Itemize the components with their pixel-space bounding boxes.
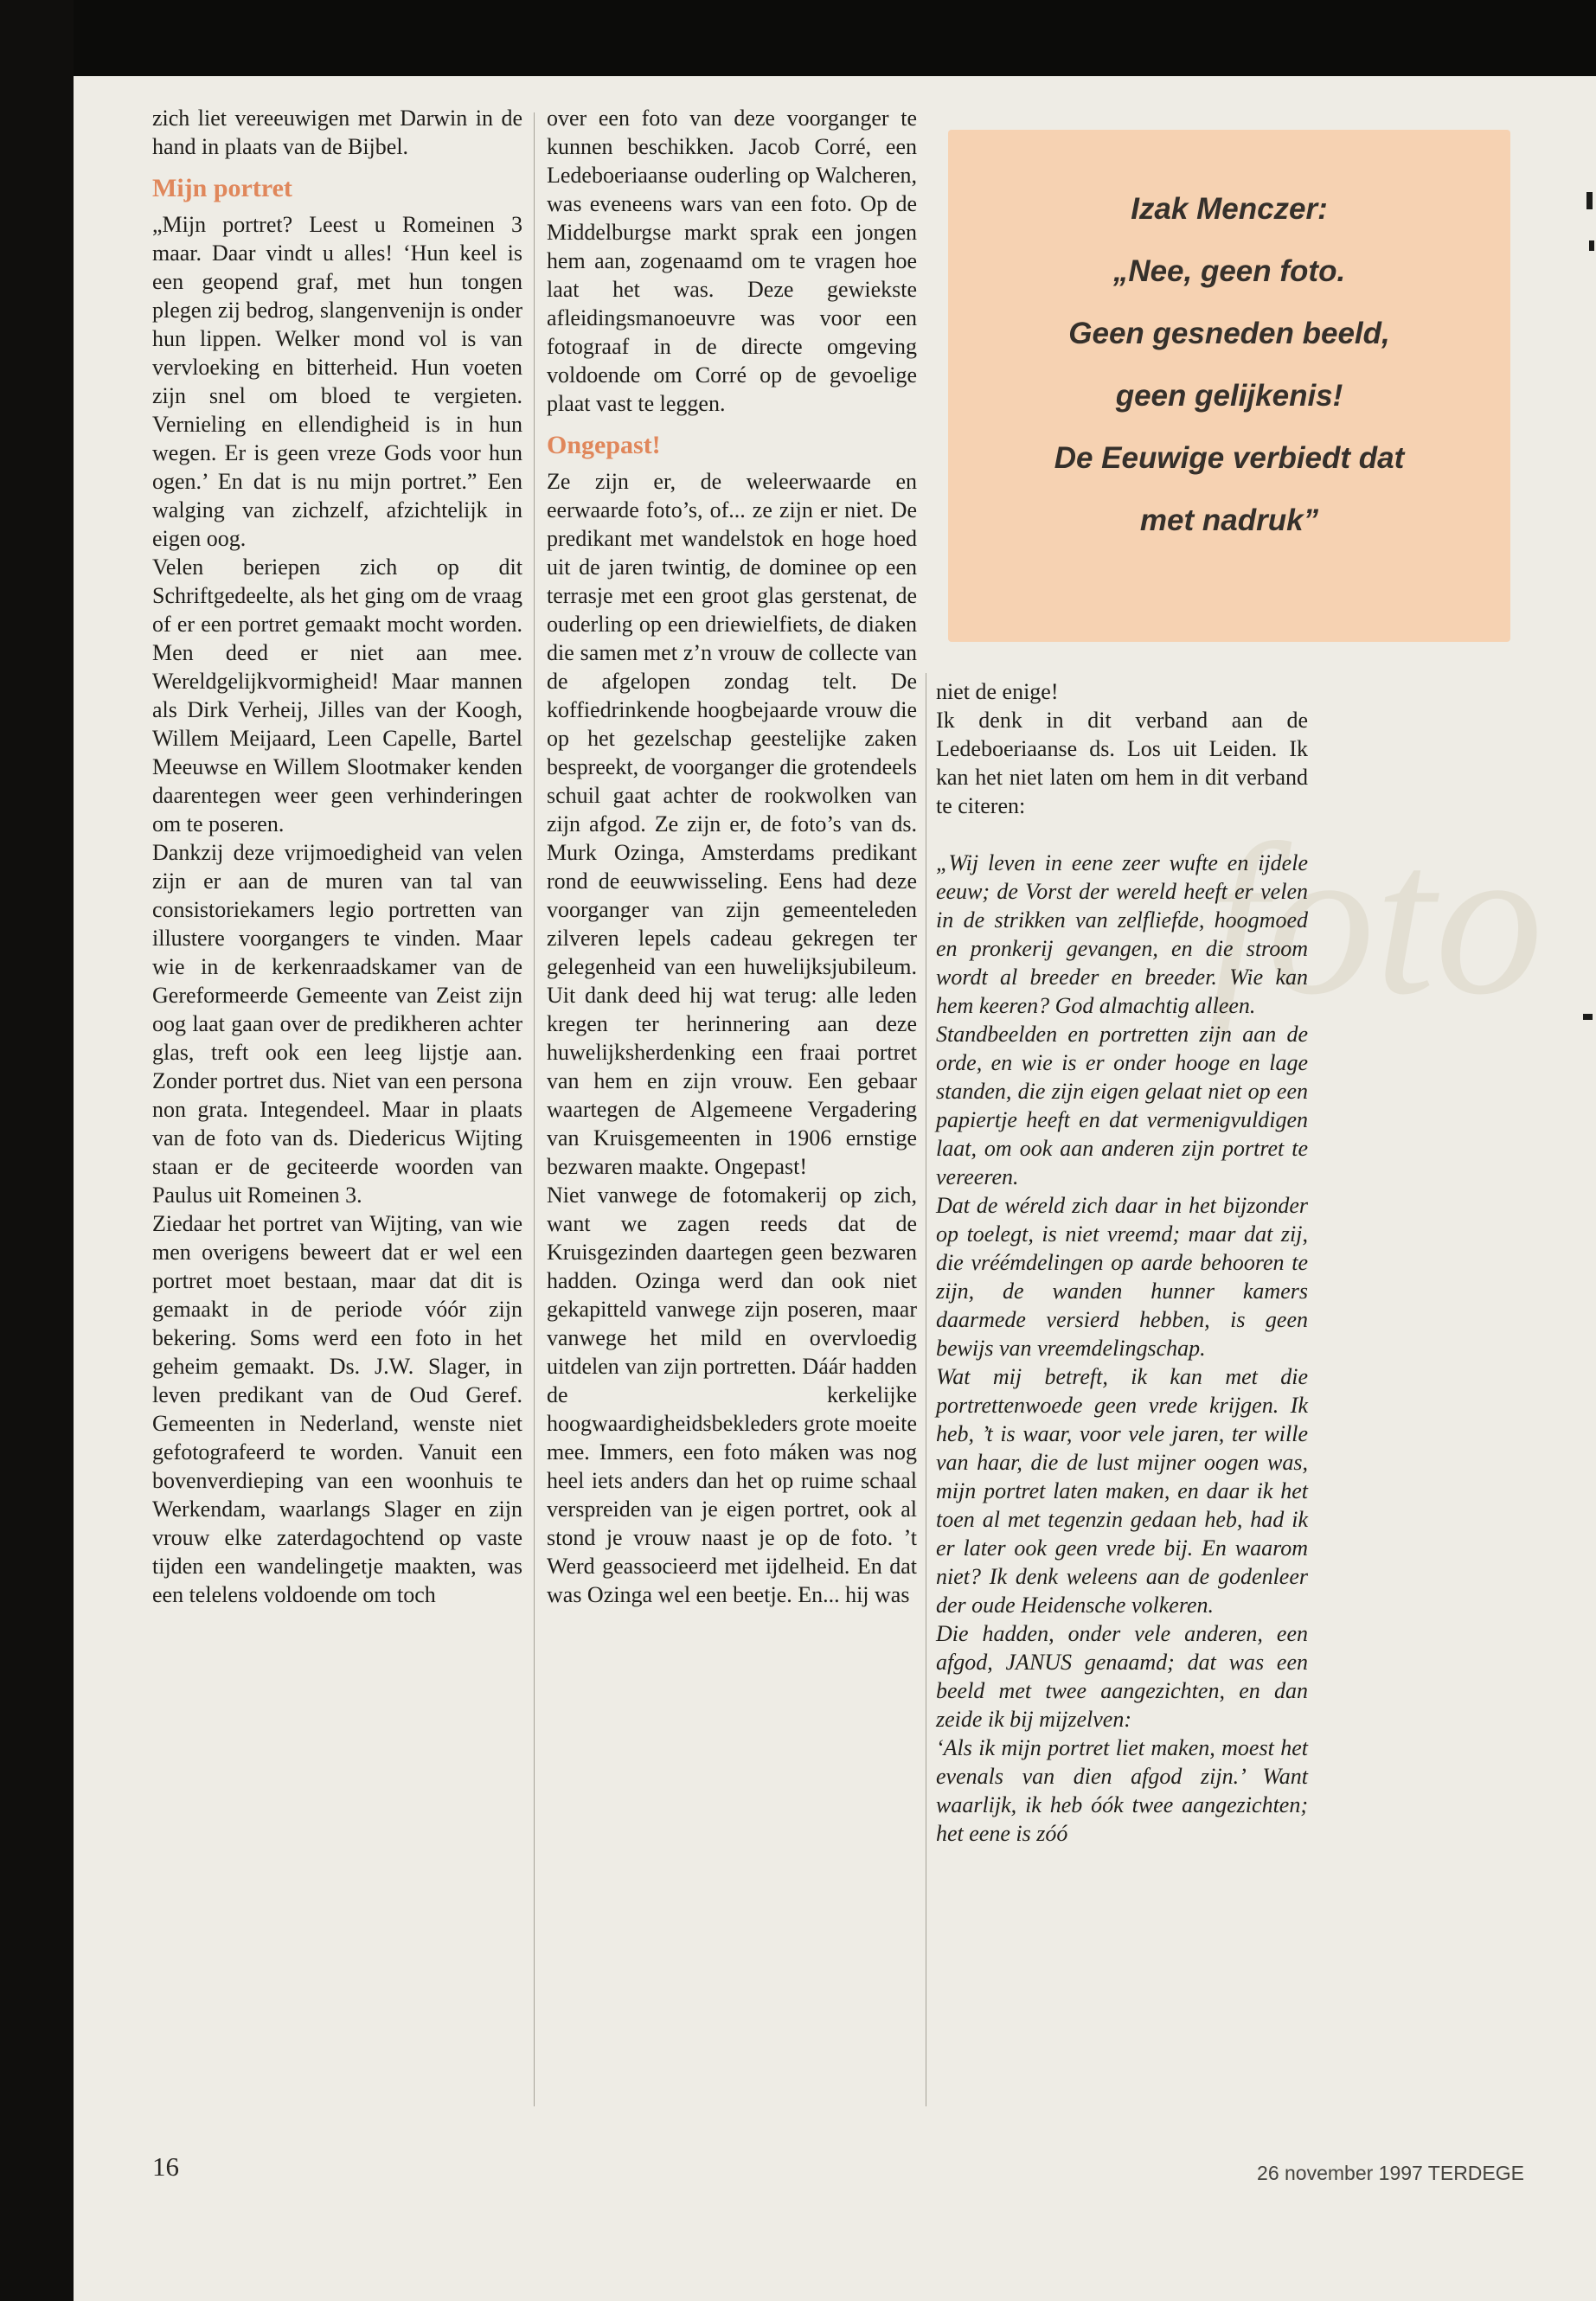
article-column-3 (936, 677, 1308, 1848)
pull-quote-line: De Eeuwige verbiedt dat (1054, 441, 1405, 475)
pull-quote-box (948, 130, 1510, 642)
article-column-2 (547, 104, 917, 1609)
pull-quote-line: met nadruk” (1139, 503, 1319, 537)
pull-quote-line: „Nee, geen foto. (1112, 254, 1346, 288)
pull-quote-attribution: Izak Menczer: (1131, 192, 1328, 226)
scan-artifact (1583, 1014, 1593, 1020)
column-lead-paragraph: zich liet vereeuwigen met Darwin in de hand in plaats van de Bijbel. (152, 106, 522, 159)
column-separator-rule (534, 112, 535, 2106)
issue-footer: 26 november 1997 TERDEGE (1257, 2162, 1524, 2184)
pull-quote-line: geen gelijkenis! (1115, 379, 1343, 413)
scan-artifact (1589, 240, 1594, 251)
body-paragraph: Ziedaar het portret van Wijting, van wie men overigens beweert dat er wel een portret moet bestaan, maar dat dit is gemaakt in de periode vóór zijn bekering. Soms werd een foto in het geheim gemaakt. Ds. J.W. Slager, in leven predikant van de Oud Geref. Gemeenten in Nederland, wenste niet gefotografeerd te worden. Vanuit een bovenverdieping van een woonhuis te Werkendam, waarlangs Slager en zijn vrouw elke zaterdagochtend op vaste tijden een wandelingetje maakten, was een telelens voldoende om toch (152, 1211, 522, 1607)
pull-quote-line: Geen gesneden beeld, (1068, 317, 1390, 350)
body-paragraph: Ik denk in dit verband aan de Ledeboeriaanse ds. Los uit Leiden. Ik kan het niet laten om hem in dit verband te citeren: (936, 708, 1308, 818)
body-paragraph: Ze zijn er, de weleerwaarde en eerwaarde foto’s, of... ze zijn er niet. De predikant met wandelstok en hoge hoed uit de jaren twintig, de dominee op een terrasje met een groot glas gerstenat, de ouderling op een driewielfiets, de diaken die samen met z’n vrouw de collecte van de afgelopen zondag telt. De koffiedrinkende hoogbejaarde vrouw die op het gezelschap geestelijke zaken bespreekt, de voorganger die grotendeels schuil gaat achter de rookwolken van zijn afgod. Ze zijn er, de foto’s van ds. Murk Ozinga, Amsterdams predikant rond de eeuwwisseling. Eens had deze voorganger van zijn gemeenteleden zilveren lepels cadeau gekregen ter gelegenheid van een huwelijksjubileum. Uit dank deed hij wat terug: alle leden kregen ter herinnering aan deze huwelijksherdenking een fraai portret van hem en zijn vrouw. Een gebaar waartegen de Algemeene Vergadering van Kruisgemeenten in 1906 ernstige bezwaren maakte. Ongepast! (547, 469, 917, 1179)
article-column-1 (152, 104, 522, 1609)
body-paragraph: Niet vanwege de fotomakerij op zich, want we zagen reeds dat de Kruisgezinden daartegen geen bezwaren hadden. Ozinga werd dan ook niet gekapitteld vanwege zijn poseren, maar vanwege het mild en overvloedig uitdelen van zijn portretten. Dáár hadden de kerkelijke hoogwaardigheidsbekleders grote moeite mee. Immers, een foto máken was nog heel iets anders dan het op ruime schaal verspreiden van je eigen portret, ook al stond je vrouw naast je op de foto. ’t Werd geassocieerd met ijdelheid. En dat was Ozinga wel een beetje. En... hij was (547, 1183, 917, 1607)
body-paragraph: Velen beriepen zich op dit Schriftgedeelte, als het ging om de vraag of er een portret gemaakt mocht worden. Men deed er niet aan mee. Wereldgelijkvormigheid! Maar mannen als Dirk Verheij, Jilles van der Koogh, Willem Meijaard, Leen Capelle, Bartel Meeuwse en Willem Slootmaker kenden daarentegen weer geen verhinderingen om te poseren. (152, 554, 522, 836)
scan-artifact (1586, 192, 1593, 209)
quotation-paragraph: Standbeelden en portretten zijn aan de orde, en wie is er onder hooge en lage standen, die zijn eigen gelaat niet op een papiertje heeft en dat vermenigvuldigen laat, om ook aan anderen zijn portret te vereeren. (936, 1022, 1308, 1189)
body-paragraph: niet de enige! (936, 679, 1059, 704)
quotation-paragraph: Dat de wéreld zich daar in het bijzonder op toelegt, is niet vreemd; maar dat zij, die vréémdelingen op aarde behooren te zijn, de wanden hunner kamers daarmede versierd hebben, is geen bewijs van vreemdelingschap. (936, 1193, 1308, 1361)
left-scan-edge (0, 0, 74, 2301)
quotation-paragraph: Wat mij betreft, ik kan met die portrettenwoede geen vrede krijgen. Ik heb, ’t is waar, voor vele jaren, ter wille van haar, die de lust mijner oogen was, mijn portret laten maken, en daar ik het toen al met tegenzin gedaan heb, had ik er later ook geen vrede bij. En waarom niet? Ik denk weleens aan de godenleer der oude Heidensche volkeren. (936, 1364, 1308, 1618)
section-heading-mijn-portret: Mijn portret (152, 174, 292, 202)
body-paragraph: „Mijn portret? Leest u Romeinen 3 maar. Daar vindt u alles! ‘Hun keel is een geopend graf, met hun tongen plegen zij bedrog, slangenvenijn is onder hun lippen. Welker mond vol is van vervloeking en bitterheid. Hun voeten zijn snel om bloed te vergieten. Vernieling en ellendigheid is in hun wegen. Er is geen vreze Gods voor hun ogen.’ En dat is nu mijn portret.” Een walging van zichzelf, afzichtelijk in eigen oog. (152, 212, 522, 551)
quotation-paragraph: „Wij leven in eene zeer wufte en ijdele eeuw; de Vorst der wereld heeft er velen in de strikken van zelfliefde, hoogmoed en pronkerij gevangen, en die stroom wordt al breeder en breeder. Wie kan hem keeren? God almachtig alleen. (936, 850, 1308, 1018)
body-paragraph: Dankzij deze vrijmoedigheid van velen zijn er aan de muren van tal van consistoriekamers legio portretten van illustere voorgangers te vinden. Maar wie in de kerkenraadskamer van de Gereformeerde Gemeente van Zeist zijn oog laat gaan over de predikheren achter glas, treft ook een leeg lijstje aan. Zonder portret dus. Niet van een persona non grata. Integendeel. Maar in plaats van de foto van ds. Diedericus Wijting staan er de geciteerde woorden van Paulus uit Romeinen 3. (152, 840, 522, 1208)
quotation-paragraph: Die hadden, onder vele anderen, een afgod, JANUS genaamd; dat was een beeld met twee aangezichten, en dan zeide ik bij mijzelven: (936, 1621, 1308, 1732)
column-lead-paragraph: over een foto van deze voorganger te kunnen beschikken. Jacob Corré, een Ledeboeriaanse ouderling op Walcheren, was eveneens wars van een foto. Op de Middelburgse markt sprak een jongen hem aan, zogenaamd om te vragen hoe laat het was. Deze gewiekste afleidingsmanoeuvre was voor een fotograaf in de directe omgeving voldoende om Corré op de gevoelige plaat vast te leggen. (547, 106, 917, 416)
section-heading-ongepast: Ongepast! (547, 431, 661, 459)
page-number: 16 (152, 2151, 179, 2182)
ghost-bleed-text: foto (1207, 800, 1543, 1040)
quotation-paragraph: ‘Als ik mijn portret liet maken, moest het evenals van dien afgod zijn.’ Want waarlijk, ik heb óók twee aangezichten; het eene is zóó (936, 1735, 1308, 1846)
top-scan-edge (0, 0, 1596, 76)
